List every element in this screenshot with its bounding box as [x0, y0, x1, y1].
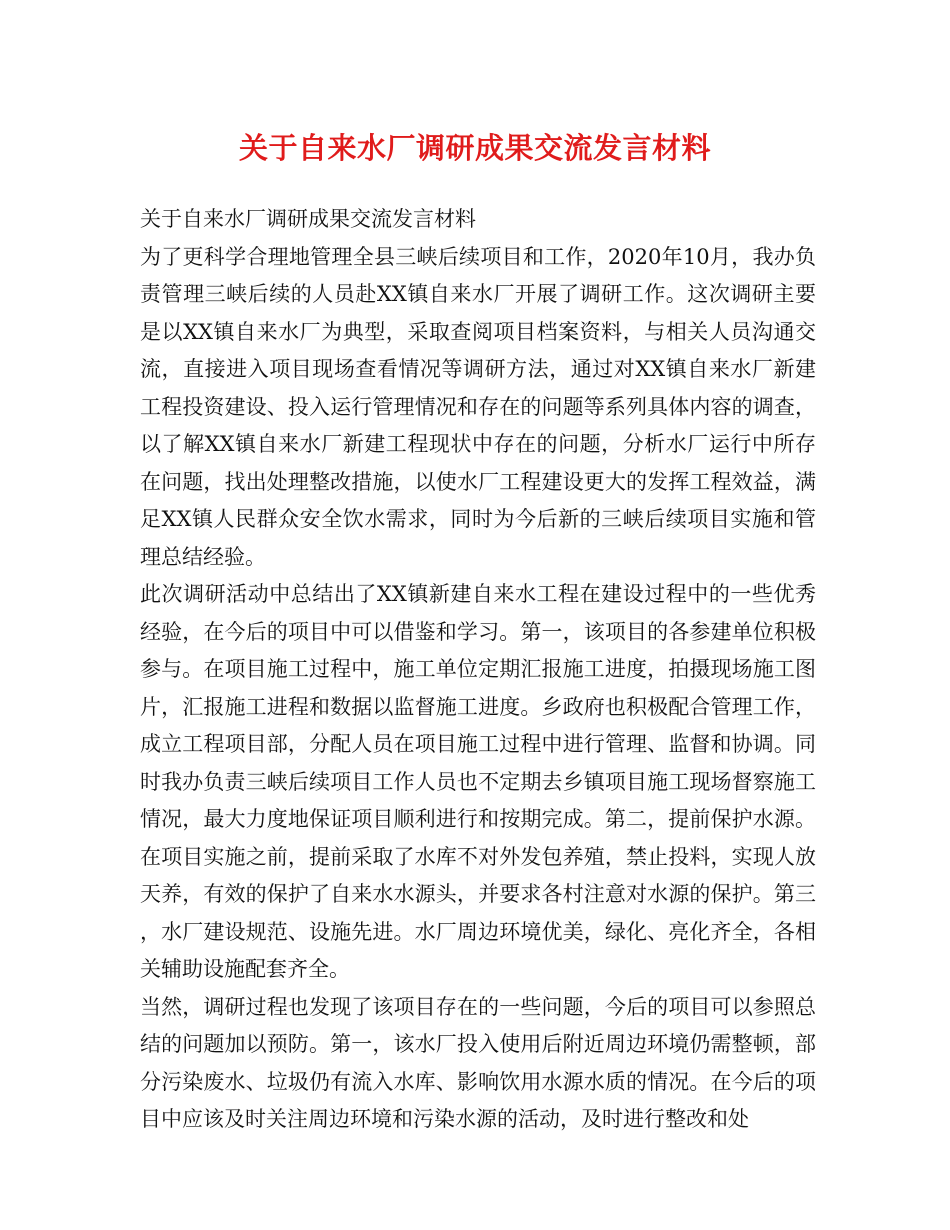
paragraph-problems: 当然，调研过程也发现了该项目存在的一些问题，今后的项目可以参照总结的问题加以预防。第一，该水厂投入使用后附近周边环境仍需整顿，部分污染废水、垃圾仍有流入水库、影响饮用水源水质的情况。在今后的项目中应该及时关注周边环境和污染水源的活动，及时进行整改和处 [140, 994, 816, 1131]
paragraph-subtitle: 关于自来水厂调研成果交流发言材料 [140, 207, 476, 231]
paragraph-intro: 为了更科学合理地管理全县三峡后续项目和工作，2020年10月，我办负责管理三峡后续的人员赴XX镇自来水厂开展了调研工作。这次调研主要是以XX镇自来水厂为典型，采取查阅项目档案资料，与相关人员沟通交流，直接进入项目现场查看情况等调研方法，通过对XX镇自来水厂新建工程投资建设、投入运行管理情况和存在的问题等系列具体内容的调查，以了解XX镇自来水厂新建工程现状中存在的问题，分析水厂运行中所存在问题，找出处理整改措施，以使水厂工程建设更大的发挥工程效益，满足XX镇人民群众安全饮水需求，同时为今后新的三峡后续项目实施和管理总结经验。 [140, 244, 816, 569]
paragraph-experience: 此次调研活动中总结出了XX镇新建自来水工程在建设过程中的一些优秀经验，在今后的项目中可以借鉴和学习。第一，该项目的各参建单位积极参与。在项目施工过程中，施工单位定期汇报施工进度，拍摄现场施工图片，汇报施工进程和数据以监督施工进度。乡政府也积极配合管理工作，成立工程项目部，分配人员在项目施工过程中进行管理、监督和协调。同时我办负责三峡后续项目工作人员也不定期去乡镇项目施工现场督察施工情况，最大力度地保证项目顺利进行和按期完成。第二，提前保护水源。在项目实施之前，提前采取了水库不对外发包养殖，禁止投料，实现人放天养，有效的保护了自来水水源头，并要求各村注意对水源的保护。第三，水厂建设规范、设施先进。水厂周边环境优美，绿化、亮化齐全，各相关辅助设施配套齐全。 [140, 582, 816, 981]
document-body [140, 201, 816, 1139]
document-title: 关于自来水厂调研成果交流发言材料 [238, 131, 711, 165]
